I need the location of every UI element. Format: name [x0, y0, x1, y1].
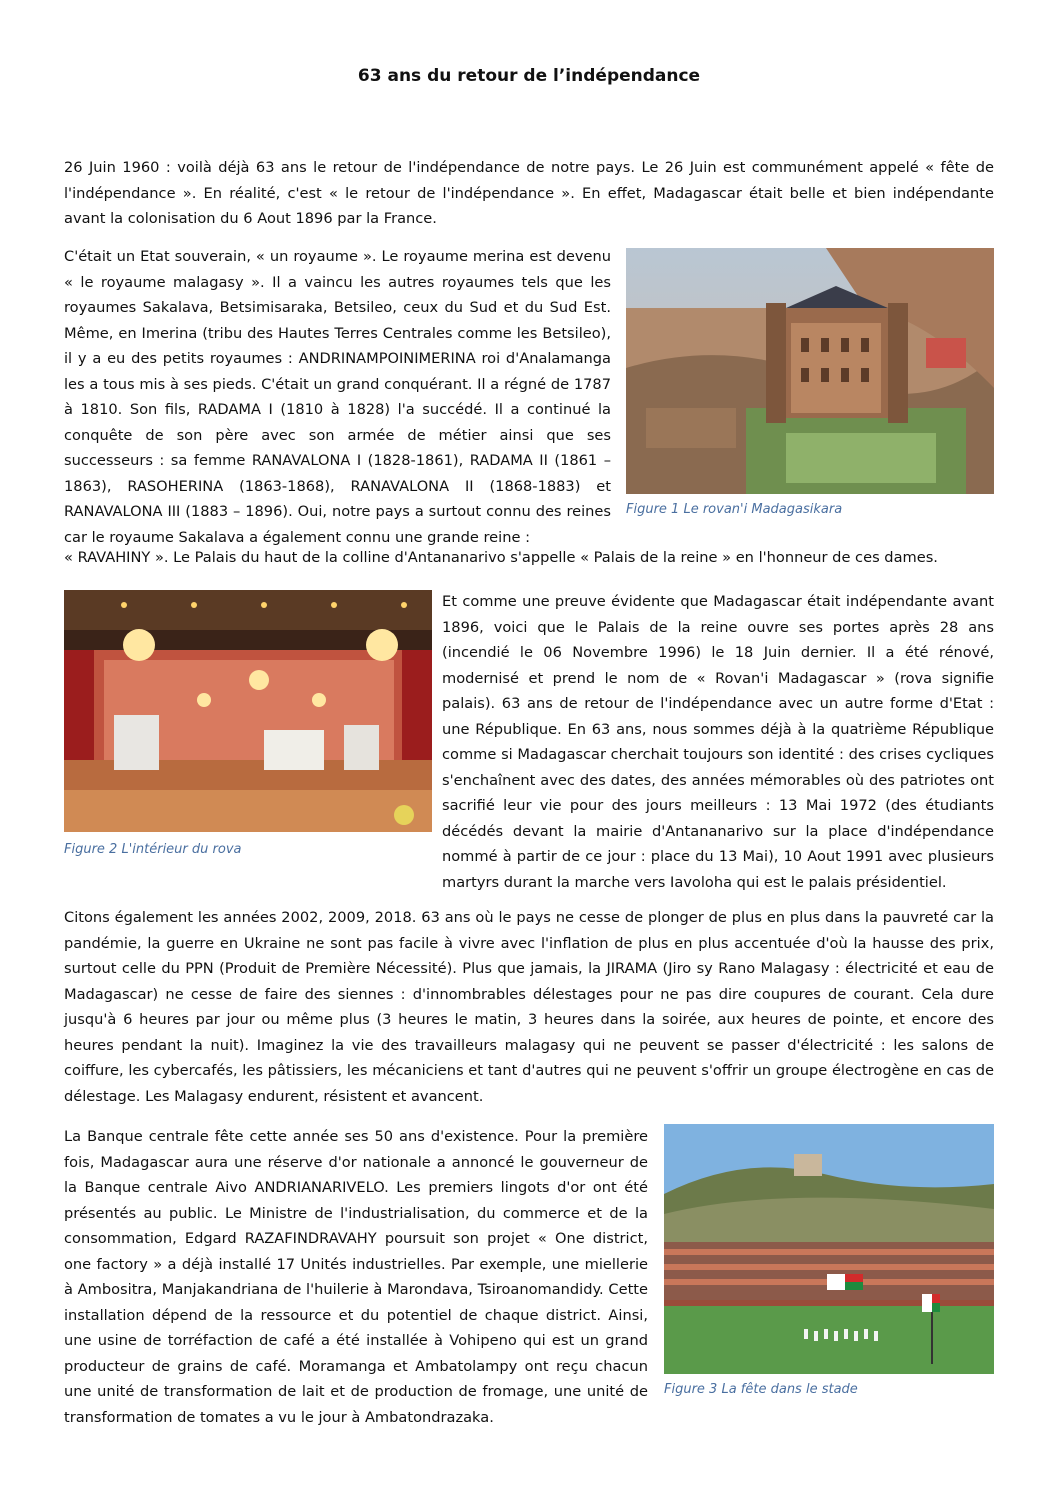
paragraph-royaume: C'était un Etat souverain, « un royaume ». Le royaume merina est devenu « le royaume malagasy ». Il a vaincu les autres royaumes tels que les royaumes Sakalava, Betsimisaraka, Betsileo, ceux du Sud et du Sud Est. Même, en Imerina (tribu des Hautes Terres Centrales comme les Betsileo), il y a eu des petits royaumes : ANDRINAMPOINIMERINA roi d'Analamanga les a tous mis à ses pieds. C'était un grand conquérant. Il a régné de 1787 à 1810. Son fils, RADAMA I (1810 à 1828) l'a succédé. Il a continué la conquête de son père avec son armée de métier ainsi que ses successeurs : sa femme RANAVALONA I (1828-1861), RADAMA II (1861 – 1863), RASOHERINA (1863-1868), RANAVALONA II (1868-1883) et RANAVALONA III (1883 – 1896). Oui, notre pays a surtout connu des reines car le royaume Sakalava a également connu une grande reine : — [64, 248, 611, 546]
palace-interior-photo — [64, 590, 432, 832]
paragraph-intro: 26 Juin 1960 : voilà déjà 63 ans le retour de l'indépendance de notre pays. Le 26 Juin est communément appelé « fête de l'indépendance ». En réalité, c'est « le retour de l'indépendance ». En effet, Madagascar était belle et bien indépendante avant la colonisation du 6 Aout 1896 par la France. — [64, 159, 994, 227]
figure-3-image — [664, 1124, 994, 1374]
figure-1-image — [626, 248, 994, 494]
paragraph-banque: La Banque centrale fête cette année ses 50 ans d'existence. Pour la première fois, Madagascar aura une réserve d'or nationale a annoncé le gouverneur de la Banque centrale Aivo ANDRIANARIVELO. Les premiers lingots d'or ont été présentés au public. Le Ministre de l'industrialisation, du commerce et de la consommation, Edgard RAZAFINDRAVAHY poursuit son projet « One district, one factory » a déjà installé 17 Unités industrielles. Par exemple, une miellerie à Ambositra, Manjakandriana de l'huilerie à Marondava, Tsiroanomandidy. Cette installation dépend de la ressource et du potentiel de chaque district. Ainsi, une usine de torréfaction de café a été installée à Vohipeno qui est un grand producteur de grains de café. Moramanga et Ambatolampy ont reçu chacun une unité de transformation de lait et de production de fromage, une unité de transformation de tomates a vu le jour à Ambatondrazaka. — [64, 1128, 648, 1426]
palace-aerial-photo — [626, 248, 994, 494]
stadium-celebration-photo — [664, 1124, 994, 1374]
figure-2-image — [64, 590, 432, 832]
page-title: 63 ans du retour de l’indépendance — [357, 66, 701, 86]
paragraph-royaume-end: « RAVAHINY ». Le Palais du haut de la colline d'Antananarivo s'appelle « Palais de la reine » en l'honneur de ces dames. — [64, 549, 938, 566]
figure-3-caption: Figure 3 La fête dans le stade — [664, 1382, 858, 1397]
paragraph-palais: Et comme une preuve évidente que Madagascar était indépendante avant 1896, voici que le Palais de la reine ouvre ses portes après 28 ans (incendié le 06 Novembre 1996) le 18 Juin dernier. Il a été rénové, modernisé et prend le nom de « Rovan'i Madagascar » (rova signifie palais). 63 ans de retour de l'indépendance avec un autre forme d'Etat : une République. En 63 ans, nous sommes déjà à la quatrième République comme si Madagascar cherchait toujours son identité : des crises cycliques s'enchaînent avec des dates, des années mémorables où des patriotes ont sacrifié leur vie pour des jours meilleurs : 13 Mai 1972 (des étudiants décédés devant la mairie d'Antananarivo sur la place d'indépendance nommé à partir de ce jour : place du 13 Mai), 10 Aout 1991 avec plusieurs martyrs durant la marche vers Iavoloha qui est le palais présidentiel. — [442, 593, 994, 891]
paragraph-pauvrete: Citons également les années 2002, 2009, 2018. 63 ans où le pays ne cesse de plonger de plus en plus dans la pauvreté car la pandémie, la guerre en Ukraine ne sont pas facile à vivre avec l'inflation de plus en plus accentuée d'où la hausse des prix, surtout celle du PPN (Produit de Première Nécessité). Plus que jamais, la JIRAMA (Jiro sy Rano Malagasy : électricité et eau de Madagascar) ne cesse de faire des siennes : d'innombrables délestages pour ne pas dire coupures de courant. Cela dure jusqu'à 6 heures par jour ou même plus (3 heures le matin, 3 heures dans la soirée, aux heures de pointe, et encore des heures pendant la nuit). Imaginez la vie des travailleurs malagasy qui ne peuvent se passer d'électricité : les salons de coiffure, les cybercafés, les pâtissiers, les mécaniciens et tant d'autres qui ne peuvent s'offrir un groupe électrogène en cas de délestage. Les Malagasy endurent, résistent et avancent. — [64, 909, 994, 1105]
figure-1-caption: Figure 1 Le rovan'i Madagasikara — [626, 502, 843, 517]
figure-2-caption: Figure 2 L'intérieur du rova — [64, 842, 242, 857]
